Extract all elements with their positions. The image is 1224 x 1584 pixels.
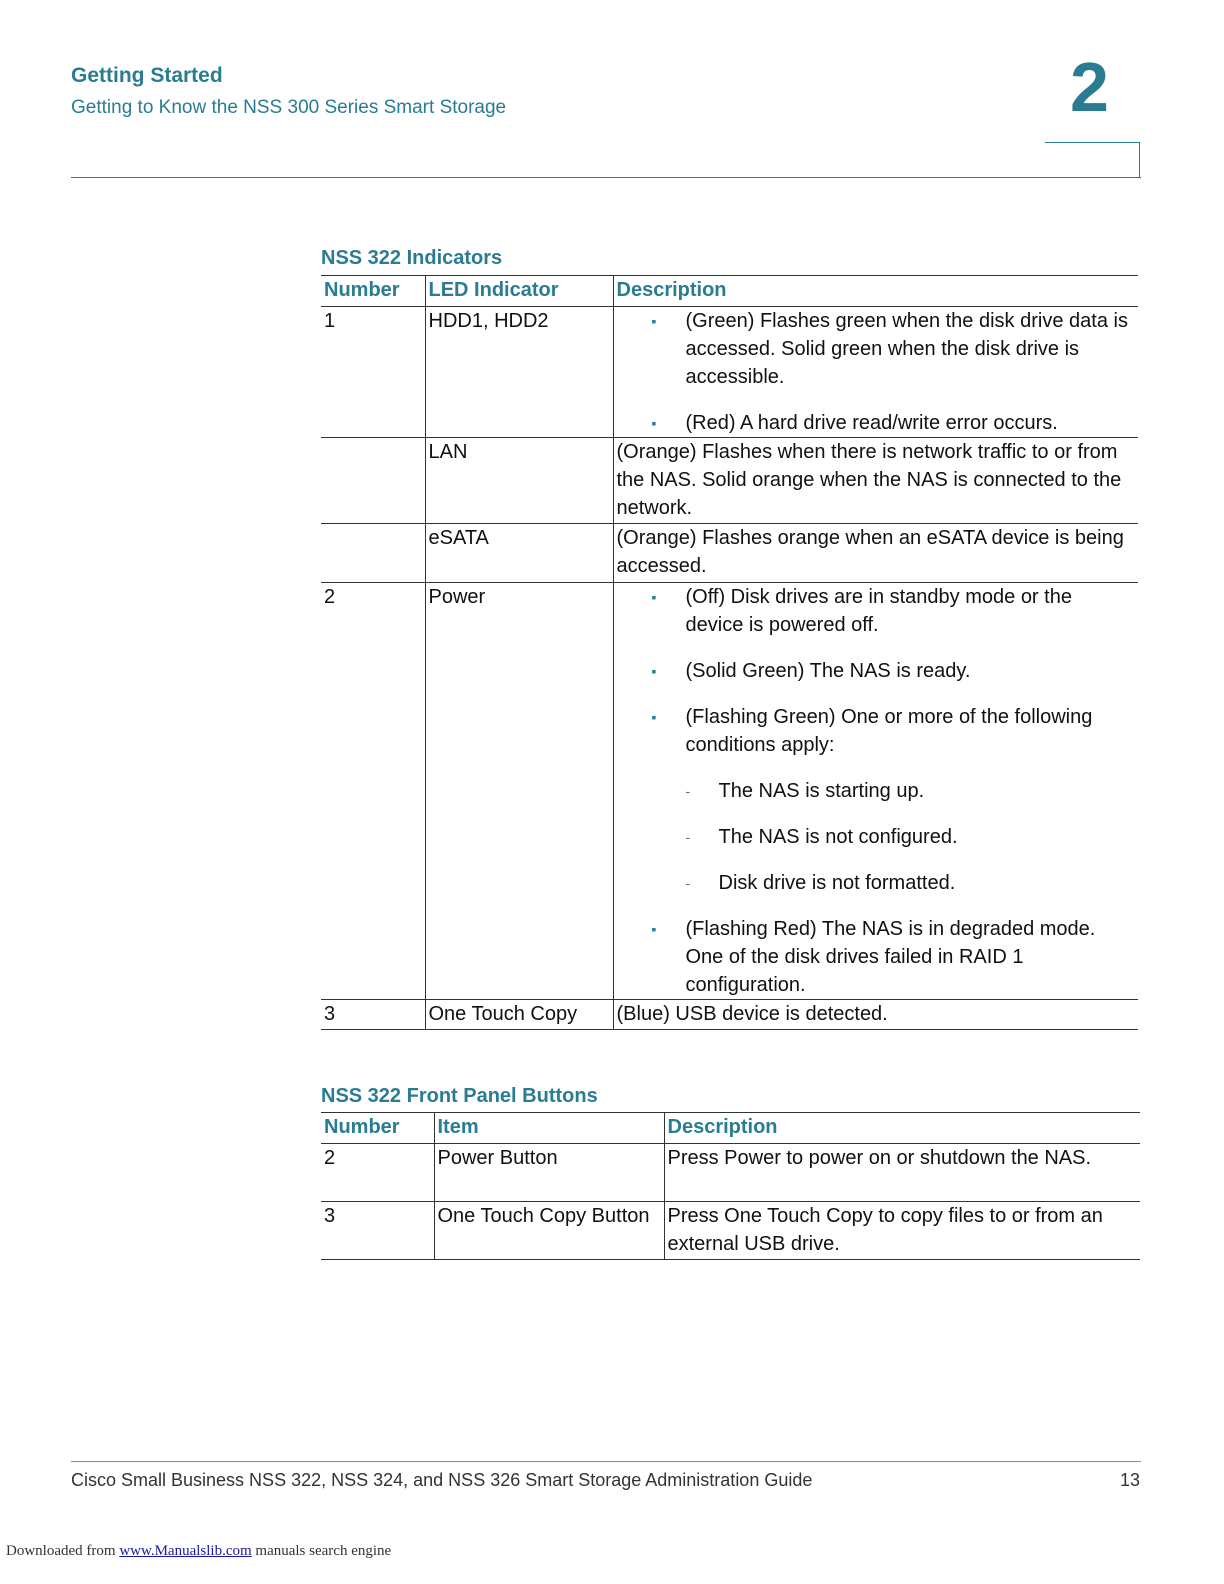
list-item: ▪ (Flashing Green) One or more of the following conditions apply: - The NAS is starting up. - The NAS is not configured. - Disk drive is not formatted.: [617, 703, 1135, 897]
table-row: [321, 524, 1138, 583]
row-led-indicator: HDD1, HDD2: [425, 307, 613, 438]
download-suffix: manuals search engine: [255, 1543, 392, 1559]
row-number: [321, 438, 425, 524]
list-item: ▪ (Green) Flashes green when the disk drive data is accessed. Solid green when the disk drive is accessible.: [617, 307, 1135, 391]
table-row: [321, 1144, 1140, 1202]
page-number: 13: [1120, 1470, 1141, 1490]
row-number: 1: [324, 310, 336, 332]
square-bullet-icon: ▪: [651, 313, 657, 329]
chapter-box-decoration: [1045, 142, 1140, 177]
column-header-number: Number: [324, 279, 400, 301]
indicators-table: [321, 275, 1138, 1030]
sub-list-item: - Disk drive is not formatted.: [686, 869, 1135, 897]
buttons-table-caption: NSS 322 Front Panel Buttons: [321, 1085, 598, 1107]
row-description: (Orange) Flashes when there is network traffic to or from the NAS. Solid orange when the NAS is connected to the network.: [613, 438, 1138, 524]
header-divider: [71, 177, 1141, 178]
manualslib-link[interactable]: www.Manualslib.com: [119, 1543, 252, 1559]
list-item: ▪ (Red) A hard drive read/write error occurs.: [617, 409, 1135, 437]
square-bullet-icon: ▪: [651, 589, 657, 605]
row-item: Power Button: [434, 1144, 664, 1202]
list-item: ▪ (Flashing Red) The NAS is in degraded mode. One of the disk drives failed in RAID 1 configuration.: [617, 915, 1135, 999]
row-number: [321, 524, 425, 583]
row-led-indicator: LAN: [425, 438, 613, 524]
footer-divider: [71, 1461, 1141, 1462]
list-item: ▪ (Solid Green) The NAS is ready.: [617, 657, 1135, 685]
download-prefix: Downloaded from: [6, 1543, 116, 1559]
dash-bullet-icon: -: [685, 829, 691, 845]
sub-list-item: - The NAS is starting up.: [686, 777, 1135, 805]
row-description: [613, 583, 1138, 1000]
footer-guide-title: Cisco Small Business NSS 322, NSS 324, and NSS 326 Smart Storage Administration Guide: [71, 1470, 813, 1490]
row-item: One Touch Copy Button: [434, 1202, 664, 1260]
row-number: 2: [324, 586, 336, 608]
row-led-indicator: eSATA: [425, 524, 613, 583]
dash-bullet-icon: -: [685, 875, 691, 891]
column-header-description: Description: [613, 276, 1138, 307]
page-header-title: Getting Started: [71, 64, 223, 87]
row-description: Press One Touch Copy to copy files to or from an external USB drive.: [664, 1202, 1140, 1260]
row-description: (Orange) Flashes orange when an eSATA device is being accessed.: [613, 524, 1138, 583]
dash-bullet-icon: -: [685, 783, 691, 799]
row-description: (Blue) USB device is detected.: [613, 1000, 1138, 1030]
bullet-list: [617, 307, 1135, 437]
row-led-indicator: One Touch Copy: [425, 1000, 613, 1030]
row-description: Press Power to power on or shutdown the NAS.: [664, 1144, 1140, 1202]
row-led-indicator: Power: [425, 583, 613, 1000]
table-row: [321, 438, 1138, 524]
page-header-subtitle: Getting to Know the NSS 300 Series Smart Storage: [71, 97, 507, 118]
table-row: [321, 583, 1138, 1000]
table-row: [321, 307, 1138, 438]
table-row: [321, 1202, 1140, 1260]
row-number: 3: [324, 1003, 336, 1025]
square-bullet-icon: ▪: [651, 663, 657, 679]
column-header-item: Item: [434, 1113, 664, 1144]
row-description: [613, 307, 1138, 438]
column-header-description: Description: [664, 1113, 1140, 1144]
column-header-led-indicator: LED Indicator: [425, 276, 613, 307]
square-bullet-icon: ▪: [651, 921, 657, 937]
table-row: [321, 1000, 1138, 1030]
bullet-list: [617, 583, 1135, 999]
row-number: 3: [324, 1205, 336, 1227]
chapter-number: 2: [1070, 48, 1109, 126]
sub-list-item: - The NAS is not configured.: [686, 823, 1135, 851]
indicators-table-caption: NSS 322 Indicators: [321, 247, 503, 269]
buttons-table-header: [321, 1113, 1140, 1144]
row-number: 2: [324, 1147, 336, 1169]
indicators-table-header: [321, 276, 1138, 307]
list-item: ▪ (Off) Disk drives are in standby mode or the device is powered off.: [617, 583, 1135, 639]
square-bullet-icon: ▪: [651, 709, 657, 725]
buttons-table: [321, 1112, 1140, 1260]
download-banner: [6, 1543, 391, 1560]
square-bullet-icon: ▪: [651, 415, 657, 431]
column-header-number: Number: [324, 1116, 400, 1138]
sub-list: [686, 777, 1135, 897]
